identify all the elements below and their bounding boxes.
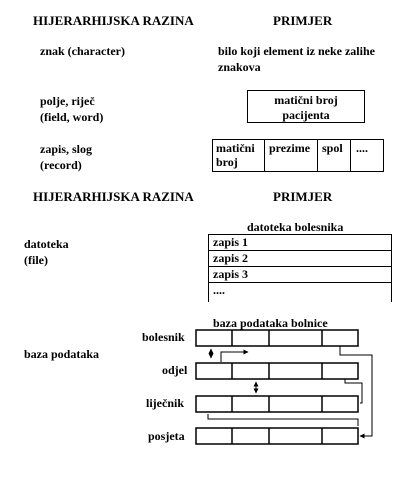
table-label-department: odjel xyxy=(162,363,188,377)
table-patient xyxy=(196,330,358,346)
header-hierarchy-level-2: HIJERARHIJSKA RAZINA xyxy=(33,189,194,204)
relation-department-doctor-right xyxy=(345,379,362,403)
table-label-patient: bolesnik xyxy=(142,330,185,344)
file-title: datoteka bolesnika xyxy=(247,220,344,234)
example-character-line1: bilo koji element iz neke zalihe xyxy=(218,44,375,58)
table-visit xyxy=(196,428,358,444)
header-example-2: PRIMJER xyxy=(273,189,333,204)
table-department xyxy=(196,363,358,379)
header-hierarchy-level: HIJERARHIJSKA RAZINA xyxy=(33,13,194,28)
record-cell-more: .... xyxy=(356,141,368,155)
table-label-visit: posjeta xyxy=(148,429,185,443)
relation-patient-department xyxy=(211,349,248,362)
file-row: zapis 1 xyxy=(209,235,391,251)
level-database: baza podataka xyxy=(24,347,100,361)
level-field-line2: (field, word) xyxy=(40,110,104,124)
record-cell-sex: spol xyxy=(322,141,343,155)
level-file-line1: datoteka xyxy=(24,237,69,251)
file-row: zapis 3 xyxy=(209,267,391,283)
level-record-line2: (record) xyxy=(40,158,82,172)
table-doctor xyxy=(196,396,358,412)
record-cell-id: matični broj xyxy=(216,141,255,169)
level-record-line1: zapis, slog xyxy=(40,142,93,156)
relation-patient-visit xyxy=(340,346,372,436)
level-field-line1: polje, riječ xyxy=(40,94,95,108)
relation-doctor-visit xyxy=(208,414,358,426)
example-character-line2: znakova xyxy=(218,60,261,74)
level-character: znak (character) xyxy=(40,44,125,58)
field-example-line2: pacijenta xyxy=(282,108,330,122)
level-file-line2: (file) xyxy=(24,253,48,267)
header-example: PRIMJER xyxy=(273,13,333,28)
field-example-line1: matični broj xyxy=(274,93,338,107)
database-title: baza podataka bolnice xyxy=(213,316,328,330)
file-row: .... xyxy=(213,283,225,297)
record-cell-surname: prezime xyxy=(269,141,311,155)
table-label-doctor: liječnik xyxy=(146,396,184,410)
file-row: zapis 2 xyxy=(209,251,391,267)
